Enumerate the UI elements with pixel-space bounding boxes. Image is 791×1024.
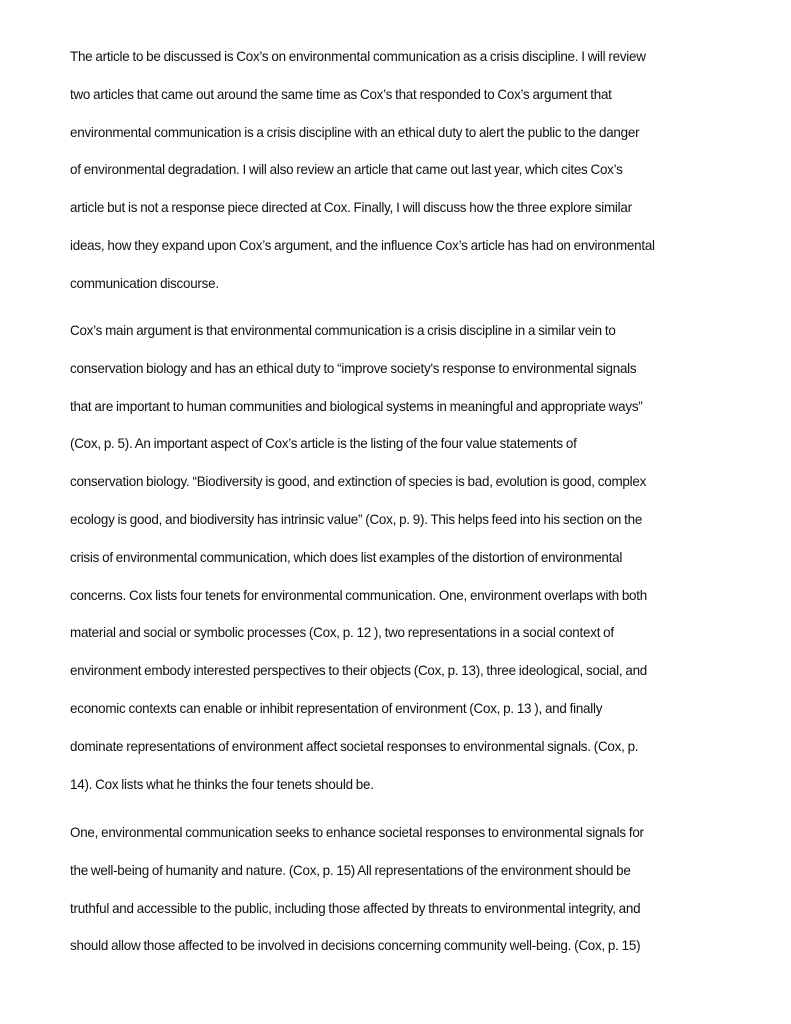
text-line: two articles that came out around the same time as Cox’s that responded to Cox’s argument that (70, 86, 612, 102)
text-line: the well-being of humanity and nature. (Cox, p. 15) All representations of the environment should be (70, 862, 631, 878)
text-line: conservation biology. “Biodiversity is good, and extinction of species is bad, evolution is good, complex (70, 474, 647, 490)
text-line: The article to be discussed is Cox’s on environmental communication as a crisis discipline. I will review (70, 49, 646, 64)
text-line: of environmental degradation. I will also review an article that came out last year, which cites Cox’s (70, 162, 623, 178)
text-line: economic contexts can enable or inhibit representation of environment (Cox, p. 13 ), and finally (70, 700, 603, 716)
text-line: environment embody interested perspectives to their objects (Cox, p. 13), three ideological, social, and (70, 663, 648, 679)
text-line: environmental communication is a crisis discipline with an ethical duty to alert the public to the danger (70, 124, 640, 140)
text-line: One, environmental communication seeks to enhance societal responses to environmental signals for (70, 825, 644, 840)
text-line: Cox’s main argument is that environmental communication is a crisis discipline in a similar vein to (70, 323, 616, 338)
text-line: dominate representations of environment affect societal responses to environmental signals. (Cox, p. (70, 738, 639, 754)
text-line: article but is not a response piece directed at Cox. Finally, I will discuss how the three explore similar (70, 200, 632, 216)
text-line: ideas, how they expand upon Cox’s argument, and the influence Cox’s article has had on environmental (70, 237, 655, 253)
text-line: should allow those affected to be involved in decisions concerning community well-being. (Cox, p. 15) (70, 938, 641, 954)
text-line: truthful and accessible to the public, including those affected by threats to environmental integrity, and (70, 900, 641, 916)
paragraph-four-tenets (70, 814, 730, 965)
text-line: communication discourse. (70, 275, 219, 291)
paragraph-cox-main-argument (70, 312, 730, 803)
text-line: conservation biology and has an ethical duty to “improve society's response to environmental signals (70, 360, 637, 376)
text-line: 14). Cox lists what he thinks the four tenets should be. (70, 776, 374, 792)
text-line: material and social or symbolic processes (Cox, p. 12 ), two representations in a social context of (70, 625, 614, 641)
text-line: (Cox, p. 5). An important aspect of Cox’s article is the listing of the four value statements of (70, 436, 577, 452)
text-line: crisis of environmental communication, which does list examples of the distortion of environmental (70, 549, 623, 565)
text-line: concerns. Cox lists four tenets for environmental communication. One, environment overlaps with both (70, 587, 647, 603)
text-line: that are important to human communities and biological systems in meaningful and appropriate ways” (70, 398, 643, 414)
text-line: ecology is good, and biodiversity has intrinsic value” (Cox, p. 9). This helps feed into his section on the (70, 511, 643, 527)
paragraph-introduction (70, 38, 730, 303)
